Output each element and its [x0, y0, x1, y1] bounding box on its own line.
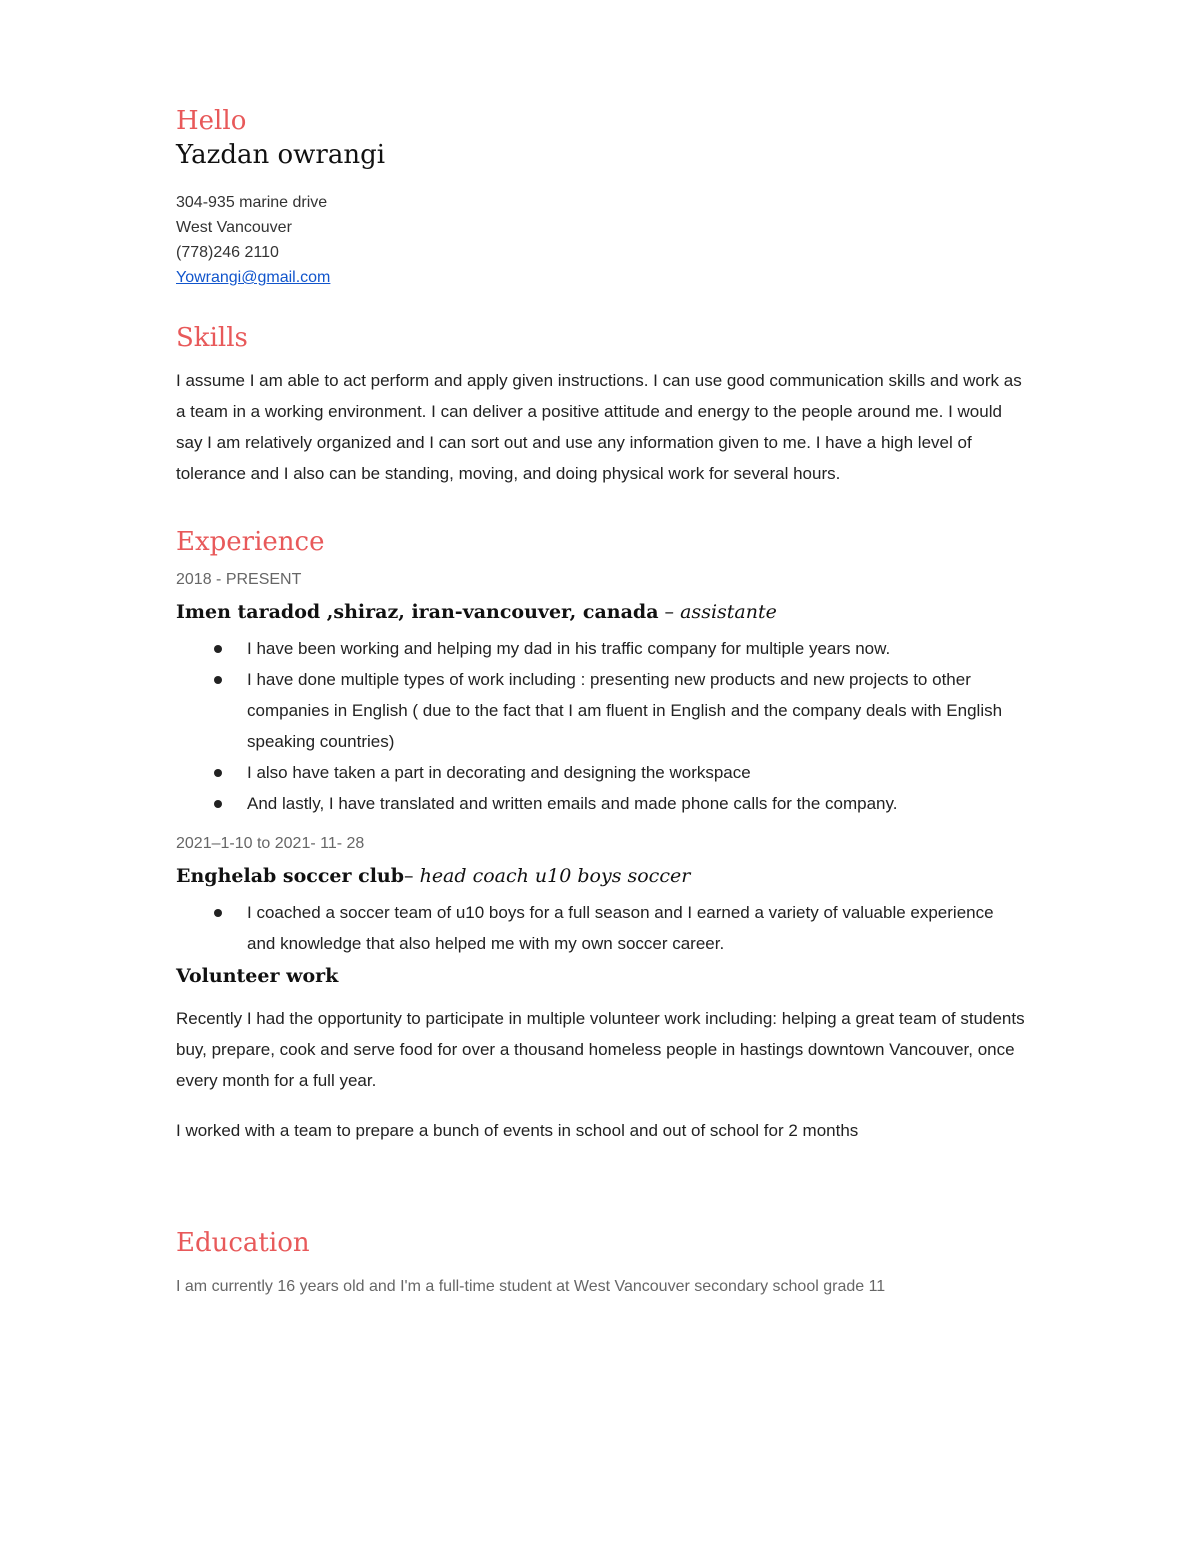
job-dates: 2018 - PRESENT [176, 571, 302, 588]
job-bullet-list [176, 897, 1026, 959]
bullet-text: I coached a soccer team of u10 boys for a full season and I earned a variety of valuable experience and knowledge that also helped me with my own soccer career. [247, 903, 994, 953]
education-text: I am currently 16 years old and I'm a full-time student at West Vancouver secondary school grade 11 [176, 1278, 886, 1295]
job-role: assistante [680, 601, 777, 623]
job-separator: – [404, 865, 420, 887]
bullet-item [176, 757, 1026, 788]
job-dates: 2021–1-10 to 2021- 11- 28 [176, 835, 365, 852]
bullet-text: I have done multiple types of work including : presenting new products and new projects to other companies in English ( due to the fact that I am fluent in English and the company deals with English speaking countries) [247, 670, 1003, 751]
volunteer-paragraph: I worked with a team to prepare a bunch of events in school and out of school for 2 months [176, 1121, 859, 1140]
job-entry [176, 833, 1026, 959]
contact-block [176, 190, 1026, 290]
bullet-item [176, 664, 1026, 757]
greeting-heading: Hello [176, 106, 247, 136]
resume-page [176, 104, 1026, 1298]
bullet-dot-icon [214, 676, 222, 684]
skills-paragraph: I assume I am able to act perform and apply given instructions. I can use good communication skills and work as a team in a working environment. I can deliver a positive attitude and energy to the people around me. I would say I am relatively organized and I can sort out and use any information given to me. I have a high level of tolerance and I also can be standing, moving, and doing physical work for several hours. [176, 371, 1022, 483]
job-role: head coach u10 boys soccer [419, 865, 691, 887]
bullet-dot-icon [214, 645, 222, 653]
job-title [176, 861, 1026, 891]
address-line: 304-935 marine drive [176, 194, 328, 211]
bullet-text: I have been working and helping my dad in his traffic company for multiple years now. [247, 639, 891, 658]
education-heading: Education [176, 1228, 310, 1258]
name-heading: Yazdan owrangi [176, 140, 386, 170]
job-company: Imen taradod ,shiraz, iran-vancouver, canada [176, 601, 659, 623]
bullet-item [176, 633, 1026, 664]
volunteer-heading: Volunteer work [176, 965, 339, 987]
volunteer-paragraph: Recently I had the opportunity to participate in multiple volunteer work including: helping a great team of students buy, prepare, cook and serve food for over a thousand homeless people in hastings downtown Vancouver, once every month for a full year. [176, 1009, 1025, 1090]
bullet-dot-icon [214, 909, 222, 917]
job-company: Enghelab soccer club [176, 865, 405, 887]
job-entry [176, 569, 1026, 819]
job-separator: – [658, 601, 681, 623]
bullet-dot-icon [214, 769, 222, 777]
bullet-dot-icon [214, 800, 222, 808]
city-line: West Vancouver [176, 219, 292, 236]
email-link[interactable]: Yowrangi@gmail.com [176, 269, 331, 286]
experience-heading: Experience [176, 527, 325, 557]
bullet-item [176, 897, 1026, 959]
bullet-item [176, 788, 1026, 819]
phone-line: (778)246 2110 [176, 244, 279, 261]
skills-heading: Skills [176, 323, 248, 353]
bullet-text: And lastly, I have translated and written emails and made phone calls for the company. [247, 794, 898, 813]
bullet-text: I also have taken a part in decorating and designing the workspace [247, 763, 751, 782]
job-title [176, 597, 1026, 627]
job-bullet-list [176, 633, 1026, 819]
